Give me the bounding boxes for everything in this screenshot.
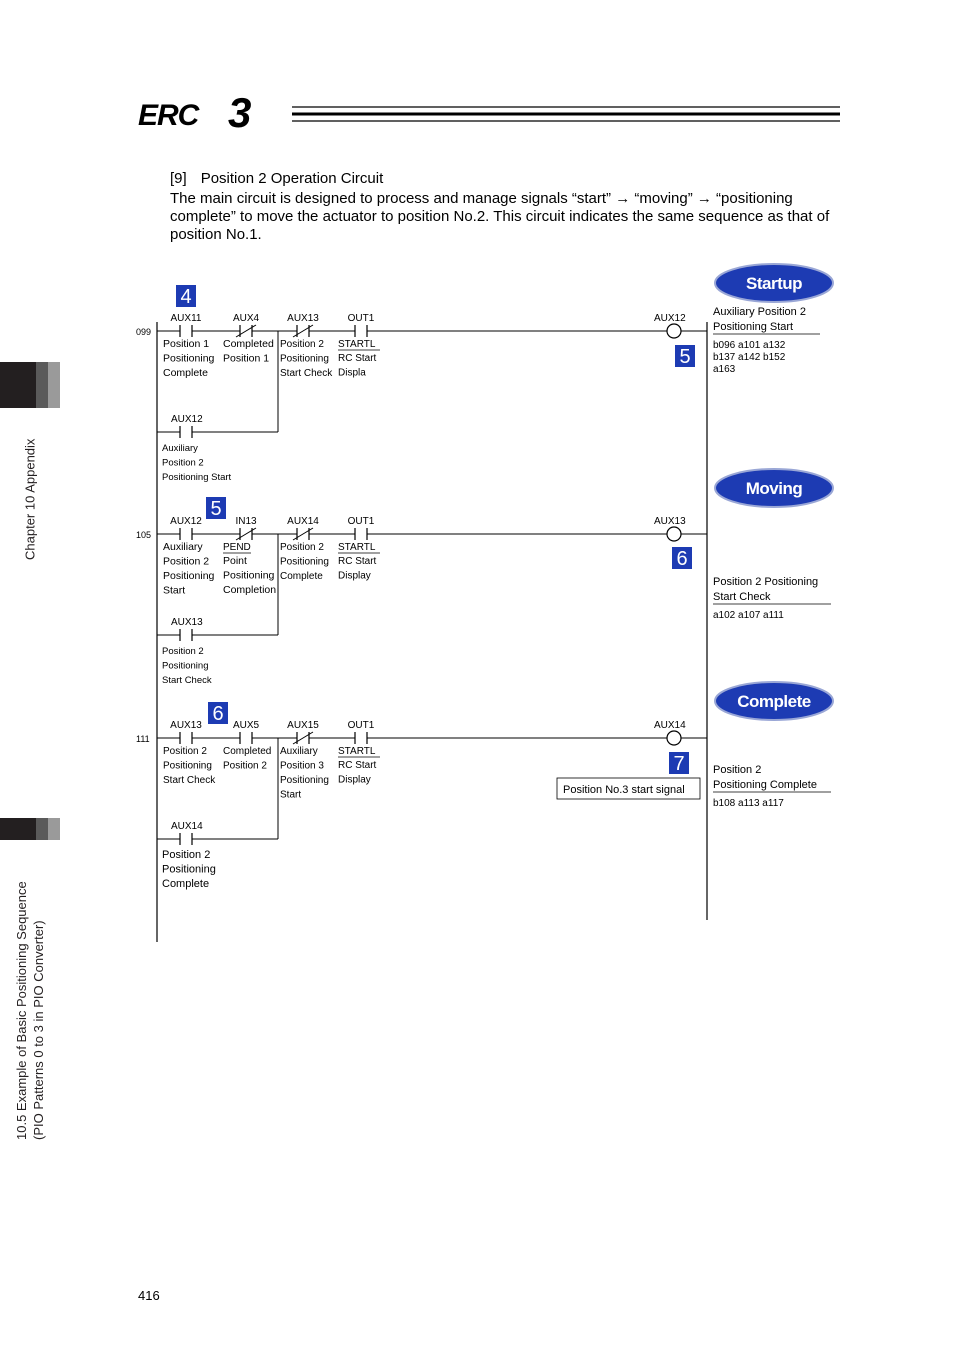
page-number: 416 — [138, 1288, 160, 1303]
contact-label: AUX5 — [232, 720, 260, 731]
contact-tag: STARTL — [338, 542, 376, 553]
coil-description: Position 2 Positioning — [713, 576, 819, 588]
branch-description: Positioning — [162, 660, 209, 672]
contact-description: Position 1 — [163, 338, 210, 350]
pill-complete — [715, 682, 833, 720]
coil-aux12 — [667, 324, 681, 338]
coil-aux13 — [667, 527, 681, 541]
contact-description: RC Start — [338, 556, 377, 567]
pill-label: Moving — [745, 479, 803, 498]
contact-description: RC Start — [338, 760, 377, 771]
contact-label: OUT1 — [347, 516, 375, 527]
coil-references: b137 a142 b152 — [713, 352, 786, 363]
contact-description: Auxiliary — [280, 746, 318, 757]
coil-description: Start Check — [713, 591, 771, 603]
contact-description: Position 2 — [163, 555, 210, 568]
coil-references: a163 — [713, 364, 736, 375]
coil-references: a102 a107 a111 — [713, 610, 784, 621]
coil-description: Positioning Start — [713, 321, 794, 333]
step-number: 111 — [136, 734, 150, 744]
branch-label: AUX12 — [171, 414, 203, 425]
section-label-line2: (PIO Patterns 0 to 3 in PIO Converter) — [31, 920, 46, 1141]
contact-description: Complete — [163, 367, 208, 379]
contact-description: Auxiliary — [163, 541, 203, 553]
pill-moving — [715, 469, 833, 507]
contact-description: Position 1 — [223, 352, 270, 365]
section-label-line1: 10.5 Example of Basic Positioning Sequence — [14, 881, 29, 1141]
step-badge — [176, 285, 196, 308]
contact-description: Positioning — [163, 570, 215, 582]
branch-description: Start Check — [162, 675, 212, 686]
contact-description: Positioning — [280, 775, 329, 786]
branch-description: Complete — [162, 878, 210, 890]
branch-label: AUX14 — [171, 821, 203, 832]
pill-label: Startup — [746, 274, 802, 293]
coil-label: AUX12 — [654, 313, 686, 324]
contact-description: Display — [338, 774, 371, 786]
svg-text:ERC: ERC — [138, 99, 199, 132]
step-badge-number: 6 — [676, 548, 688, 570]
contact-description: Position 2 — [163, 746, 207, 757]
contact-label: AUX13 — [287, 313, 319, 324]
contact-description: Completed — [223, 746, 272, 757]
contact-description: Display — [338, 570, 371, 582]
contact-tag: STARTL — [338, 339, 376, 350]
step-badge — [206, 497, 226, 520]
section-title: Position 2 Operation Circuit — [200, 170, 384, 187]
coil-references: b096 a101 a132 — [713, 340, 786, 351]
step-badge-number: 7 — [673, 753, 685, 775]
note-text: Position No.3 start signal — [563, 784, 685, 796]
contact-description: Positioning — [163, 760, 212, 772]
pill-startup — [715, 264, 833, 302]
step-number: 099 — [136, 327, 152, 337]
svg-text:3: 3 — [228, 92, 252, 132]
contact-description: Completion — [223, 584, 277, 596]
branch-description: Positioning — [162, 863, 216, 876]
branch-contact-aux14 — [180, 833, 192, 845]
contact-description: Point — [223, 555, 247, 567]
step-badge-number: 5 — [210, 498, 222, 520]
step-badge — [208, 702, 228, 725]
contact-aux12 — [180, 528, 192, 540]
contact-label: OUT1 — [347, 720, 375, 731]
contact-description: Complete — [280, 571, 323, 582]
contact-out1 — [355, 528, 367, 540]
contact-aux11 — [180, 325, 192, 337]
contact-aux13 — [180, 732, 192, 744]
contact-description: Positioning — [163, 352, 215, 365]
chapter-label: Chapter 10 Appendix — [22, 438, 38, 560]
step-badge-number: 4 — [180, 286, 192, 308]
branch-description: Position 2 — [162, 646, 204, 657]
contact-label: IN13 — [235, 516, 257, 527]
contact-aux5 — [240, 732, 252, 744]
branch-description: Auxiliary — [162, 443, 198, 454]
contact-description: Displa — [338, 367, 366, 379]
branch-description: Position 2 — [162, 849, 211, 861]
step-badge-number: 5 — [679, 346, 691, 368]
branch-contact-aux12 — [180, 426, 192, 438]
step-badge-number: 6 — [212, 703, 224, 725]
coil-badge — [675, 345, 695, 368]
contact-description: Positioning — [223, 569, 275, 582]
coil-label: AUX14 — [654, 720, 686, 731]
coil-description: Auxiliary Position 2 — [713, 306, 806, 318]
contact-label: AUX4 — [232, 313, 260, 324]
section-number: [9] — [170, 170, 187, 187]
contact-label: AUX11 — [170, 313, 202, 324]
contact-label: AUX15 — [287, 720, 319, 731]
coil-description: Position 2 — [713, 764, 762, 776]
coil-aux14 — [667, 731, 681, 745]
contact-description: Position 2 — [280, 542, 324, 553]
contact-description: Completed — [223, 338, 274, 350]
contact-description: Position 2 — [223, 760, 267, 772]
section-body: The main circuit is designed to process and manage signals “start” → “moving” → “positioning complete” to move the actuator to position No.2. This circuit indicates the same sequence as that of position No.1. — [170, 190, 830, 243]
contact-out1 — [355, 325, 367, 337]
branch-contact-aux13 — [180, 629, 192, 641]
coil-label: AUX13 — [654, 516, 686, 527]
contact-description: Start Check — [163, 775, 216, 786]
contact-label: AUX13 — [170, 720, 202, 731]
pill-label: Complete — [737, 692, 811, 711]
contact-tag: PEND — [223, 542, 251, 553]
contact-label: AUX12 — [170, 516, 202, 527]
contact-description: RC Start — [338, 353, 377, 364]
contact-description: Position 2 — [280, 339, 324, 350]
step-number: 105 — [136, 530, 152, 540]
coil-description: Positioning Complete — [713, 779, 817, 791]
coil-badge — [672, 547, 692, 570]
contact-description: Start — [163, 584, 186, 597]
contact-description: Position 3 — [280, 760, 324, 772]
branch-description: Position 2 — [162, 457, 204, 469]
contact-description: Start — [280, 789, 302, 801]
contact-description: Positioning — [280, 353, 329, 365]
branch-description: Positioning Start — [162, 472, 232, 483]
contact-description: Positioning — [280, 556, 329, 568]
contact-description: Start Check — [280, 368, 333, 379]
contact-tag: STARTL — [338, 746, 376, 757]
contact-out1 — [355, 732, 367, 744]
contact-label: AUX14 — [287, 516, 319, 527]
coil-badge — [669, 752, 689, 775]
branch-label: AUX13 — [171, 617, 203, 628]
coil-references: b108 a113 a117 — [713, 798, 784, 809]
contact-label: OUT1 — [347, 313, 375, 324]
